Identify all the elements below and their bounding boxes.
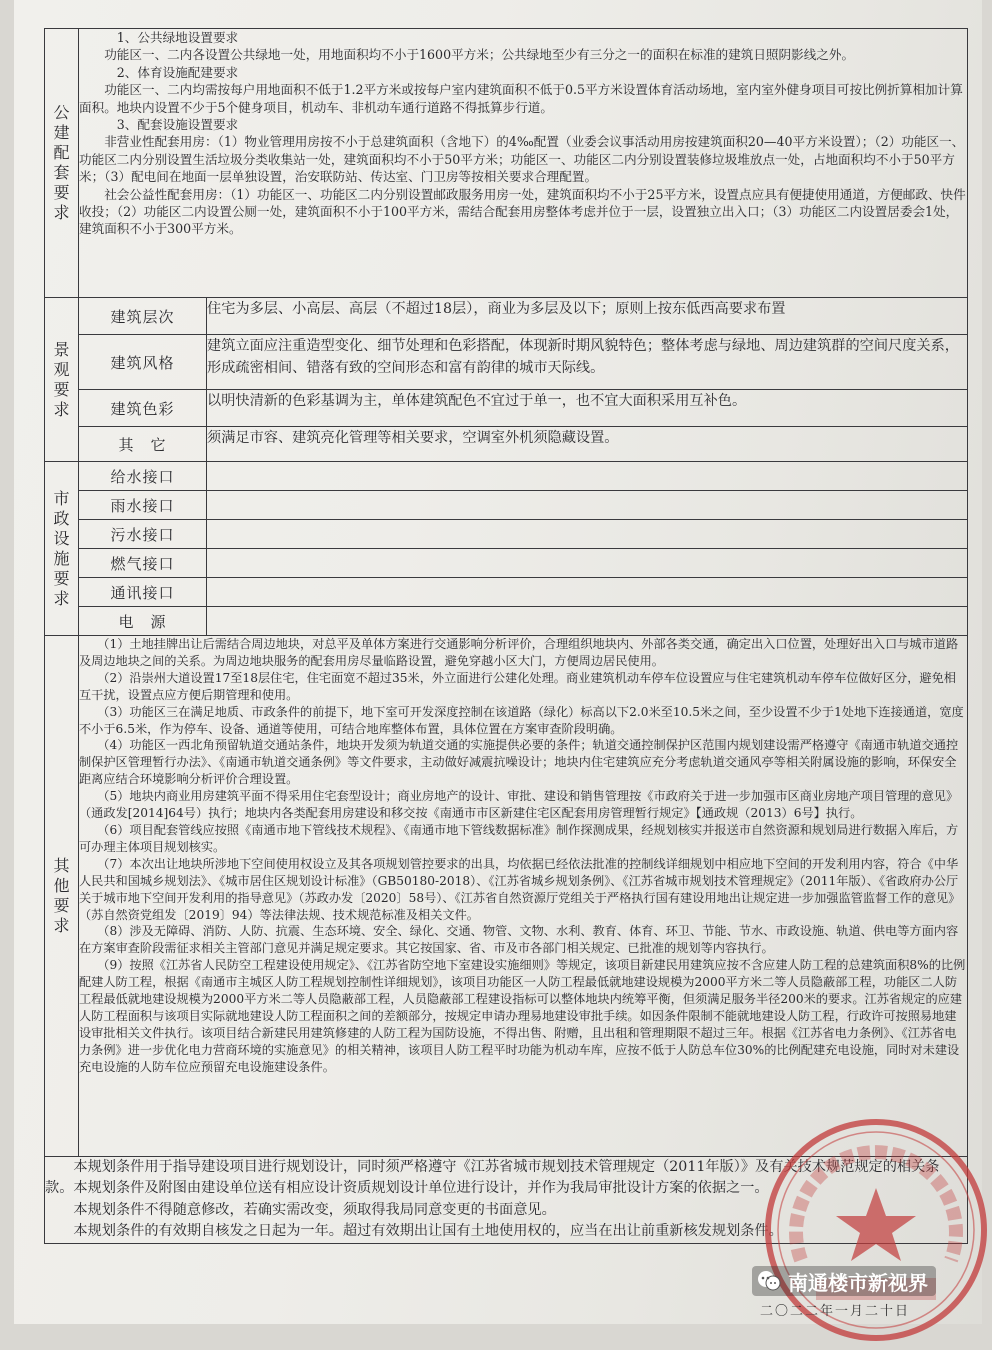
other-item: （7）本次出让地块所涉地下空间使用权设立及其各项规划管控要求的出具，均依据已经依法批准的控制线详细规划中相应地下空间的开发利用内容，符合《中华人民共和国城乡规划法》、《城市居住区规划设计标准》（GB50180-2018）、《江苏省城乡规划条例》、《江苏省城市规划技术管理规定》（2011年版）、《省政府办公厅关于城市地下空间开发利用的指导意见》（苏政办发〔2020〕58号）、《江苏省自然资源厅党组关于严格执行国有建设用地出让规定进一步加强监管监督工作的意见》（苏自然资党组发〔2019〕94）等法律法规、技术规范标准及相关文件。 [79,856,961,922]
other-item: （3）功能区三在满足地质、市政条件的前提下，地下室可开发深度控制在该道路（绿化）标高以下2.0米至10.5米之间，至少设置不少于1处地下连接通道，宽度不小于6.5米，作为停车、设备、通道等使用，可结合地库整体布置，具体位置在方案审查阶段明确。 [79,704,964,736]
wechat-icon [756,1268,782,1294]
footer-section [45,1157,968,1244]
landscape-label: 景 观 要 求 [45,298,79,462]
municipal-row-name: 污水接口 [79,520,207,549]
public-line: 1、公共绿地设置要求 [116,30,239,45]
other-item: （1）土地挂牌出让后需结合周边地块，对总平及单体方案进行交通影响分析评价，合理组织地块内、外部各类交通，确定出入口位置，处理好出入口与城市道路及周边地块之间的关系。为周边地块服务的配套用房尽量临路设置，避免穿越小区大门，方便周边居民使用。 [79,637,959,668]
public-line: 2、体育设施配建要求 [116,64,239,80]
watermark-text: 南通楼市新视界 [788,1270,928,1295]
landscape-row-value: 住宅为多层、小高层、高层（不超过18层），商业为多层及以下；原则上按东低西高要求布置 [207,298,968,335]
planning-conditions-form [44,28,968,1244]
other-requirements-label: 其 他 要 求 [45,636,79,1157]
landscape-row [45,335,968,390]
municipal-label: 市 政 设 施 要 求 [45,462,79,636]
landscape-row-name: 其 它 [79,427,207,462]
municipal-row [45,491,968,520]
footer-line: 本规划条件的有效期自核发之日起为一年。超过有效期出让国有土地使用权的，应当在出让前重新核发规划条件。 [73,1223,783,1240]
landscape-row-name: 建筑色彩 [79,390,207,427]
other-item: （4）功能区一西北角预留轨道交通站条件，地块开发须为轨道交通的实施提供必要的条件；轨道交通控制保护区范围内规划建设需严格遵守《南通市轨道交通控制保护区管理暂行办法》、《南通市轨道交通条例》等文件要求，主动做好减震抗噪设计；地块内住宅建筑应充分考虑轨道交通风亭等相关附属设施的影响，环保安全距离应结合环境影响分析评价合理设置。 [79,738,959,787]
public-line: 功能区一、二内均需按每户用地面积不低于1.2平方米或按每户室内建筑面积不低于0.5平方米设置体育活动场地，室内室外健身项目可按比例折算相加计算面积。地块内设置不少于5个健身项目，机动车、非机动车通行道路不得抵算步行道。 [79,82,963,115]
municipal-row [45,549,968,578]
public-line: 功能区一、二内各设置公共绿地一处，用地面积均不小于1600平方米；公共绿地至少有三分之一的面积在标准的建筑日照阴影线之外。 [104,47,855,63]
municipal-row-name: 通讯接口 [79,578,207,607]
municipal-row-value [207,578,968,607]
municipal-row-value [207,491,968,520]
issue-date: 二〇二二年一月二十日 [760,1304,911,1319]
footer-line: 本规划条件不得随意修改，若确实需改变，须取得我局同意变更的书面意见。 [73,1201,556,1218]
municipal-row-name: 给水接口 [79,462,207,491]
other-item: （6）项目配套管线应按照《南通市地下管线技术规程》、《南通市地下管线数据标准》制作探测成果，经规划核实并报送市自然资源和规划局进行数据入库后，方可办理主体项目规划核实。 [79,822,959,854]
other-item: （8）涉及无障碍、消防、人防、抗震、生态环境、安全、绿化、交通、物管、文物、水利、教育、体育、环卫、节能、节水、市政设施、轨道、供电等方面内容在方案审查阶段需征求相关主管部门意见并满足规定要求。其它按国家、省、市及市各部门相关规定、已批准的规划等内容执行。 [79,924,959,956]
landscape-row-value: 建筑立面应注重造型变化、细节处理和色彩搭配，体现新时期风貌特色；整体考虑与绿地、周边建筑群的空间尺度关系，形成疏密相间、错落有致的空间形态和富有韵律的城市天际线。 [207,335,968,390]
municipal-row-value [207,462,968,491]
municipal-row [45,520,968,549]
other-requirements-section [45,636,968,1157]
public-facilities-section [45,29,968,298]
watermark-logo [752,1266,936,1296]
municipal-row-name: 电 源 [79,607,207,636]
other-item: （2）沿崇州大道设置17至18层住宅，住宅面宽不超过35米，外立面进行公建化处理。商业建筑机动车停车位设置应与住宅建筑机动车停车位做好区分，避免相互干扰，设置点应方便后期管理和使用。 [79,670,956,702]
public-line: 社会公益性配套用房：（1）功能区一、功能区二内分别设置邮政服务用房一处，建筑面积均不小于25平方米，设置点应具有便捷使用通道，方便邮政、快件收投；（2）功能区二内设置公厕一处，建筑面积不小于100平方米，需结合配套用房整体考虑并位于一层，设置独立出入口；（3）功能区二内设置居委会1处，建筑面积不小于300平方米。 [79,186,966,237]
landscape-row-name: 建筑风格 [79,335,207,390]
landscape-row-value: 须满足市容、建筑亮化管理等相关要求，空调室外机须隐藏设置。 [207,427,968,462]
footer-line: 本规划条件用于指导建设项目进行规划设计，同时须严格遵守《江苏省城市规划技术管理规定（2011年版）》及有关技术规范规定的相关条款。本规划条件及附图由建设单位送有相应设计资质规划设计单位进行设计，并作为我局审批设计方案的依据之一。 [45,1159,940,1197]
municipal-row [45,607,968,636]
municipal-row-name: 燃气接口 [79,549,207,578]
landscape-row [45,390,968,427]
public-line: 非营业性配套用房：（1）物业管理用房按不小于总建筑面积（含地下）的4‰配置（业委会议事活动用房按建筑面积20—40平方米设置）；（2）功能区一、功能区二内分别设置生活垃圾分类收集站一处，建筑面积均不小于50平方米；功能区一、功能区二内分别设置装修垃圾堆放点一处，占地面积均不小于50平方米；（3）配电间在地面一层单独设置，治安联防站、传达室、门卫房等按相关要求合理配置。 [79,134,965,185]
other-item: （9）按照《江苏省人民防空工程建设使用规定》、《江苏省防空地下室建设实施细则》等规定，该项目新建民用建筑应按不含应建人防工程的总建筑面积8%的比例配建人防工程，根据《南通市主城区人防工程规划控制性详细规划》，该项目功能区一人防工程最低就地建设规模为2000平方米二等人员隐蔽部工程，功能区二人防工程最低就地建设规模为2000平方米二等人员隐蔽部工程，人员隐蔽部工程建设指标可以整体地块内统筹平衡，但须满足服务半径200米的要求。江苏省规定的应建人防工程面积与该项目实际就地建设人防工程面积之间的差额部分，按规定申请办理易地建设审批手续。如因条件限制不能就地建设人防工程，行政许可按照易地建设审批相关文件执行。该项目结合新建民用建筑修建的人防工程为国防设施，不得出售、附赠，且出租和管理期限不超过三年。根据《江苏省电力条例》、《江苏省电力条例》进一步优化电力营商环境的实施意见》的相关精神，该项目人防工程平时功能为机动车库，应按不低于人防总车位30%的比例配建充电设施，同时对未建设充电设施的人防车位应预留充电设施建设条件。 [79,958,966,1074]
other-requirements-content [79,636,968,1157]
municipal-row-value [207,549,968,578]
public-line: 3、配套设施设置要求 [116,117,239,133]
other-item: （5）地块内商业用房建筑平面不得采用住宅套型设计；商业房地产的设计、审批、建设和销售管理按《市政府关于进一步加强市区商业房地产项目管理的意见》（通政发[2014]64号）执行；地块内各类配套用房建设和移交按《南通市市区新建住宅区配套用房管理暂行规定》【通政规（2013）6号】执行。 [79,789,959,821]
municipal-row [45,578,968,607]
landscape-row [45,427,968,462]
public-facilities-label: 公 建 配 套 要 求 [45,29,79,298]
municipal-row-name: 雨水接口 [79,491,207,520]
municipal-row [45,462,968,491]
public-facilities-content [79,29,968,298]
landscape-row [45,298,968,335]
landscape-row-name: 建筑层次 [79,298,207,335]
footer-notes [45,1157,968,1244]
document-page [14,0,982,1324]
municipal-row-value [207,607,968,636]
form-table [44,28,968,1244]
municipal-row-value [207,520,968,549]
landscape-row-value: 以明快清新的色彩基调为主，单体建筑配色不宜过于单一，也不宜大面积采用互补色。 [207,390,968,427]
